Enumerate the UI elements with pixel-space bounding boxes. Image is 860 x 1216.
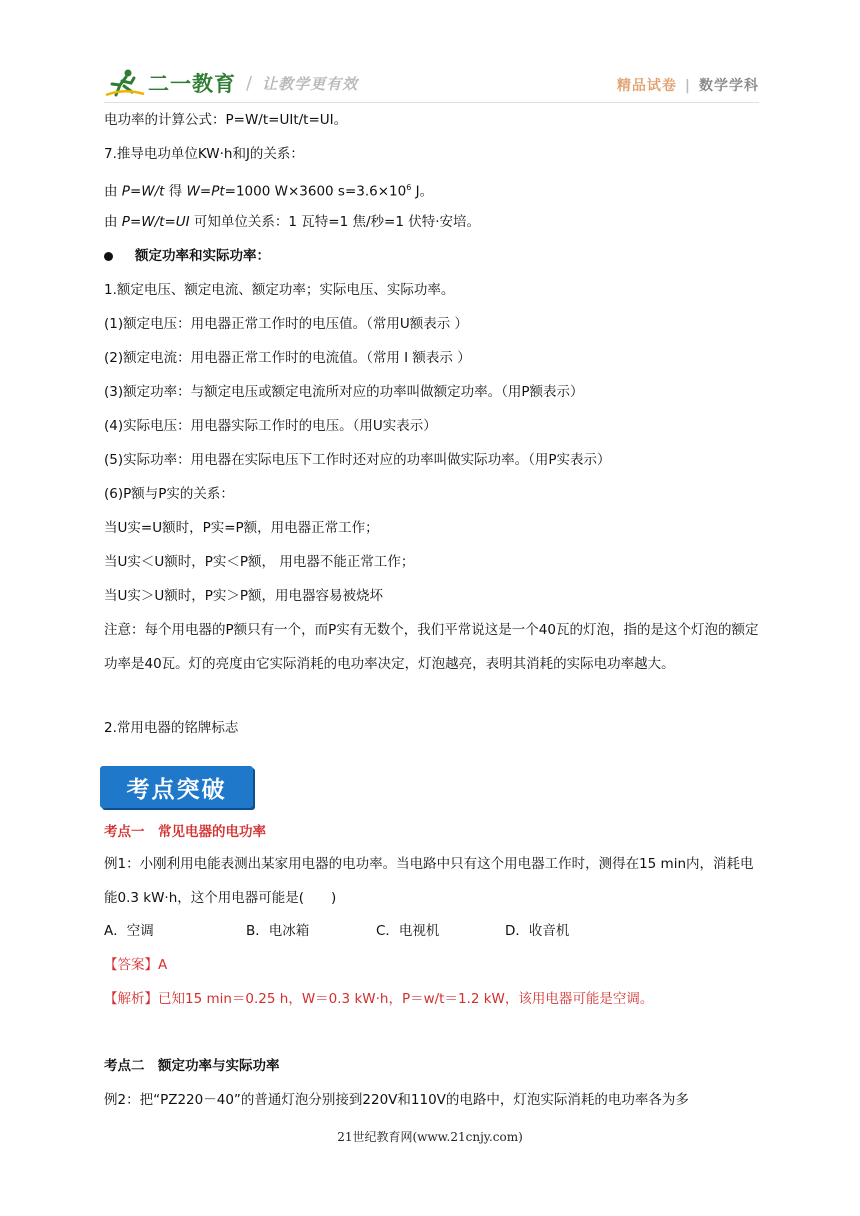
text-line: (6)P额与P实的关系： [104,486,234,502]
text-line: 当U实＞U额时，P实＞P额，用电器容易被烧坏 [104,588,384,604]
text-line: (5)实际功率：用电器在实际电压下工作时还对应的功率叫做实际功率。（用P实表示） [104,452,611,468]
topic-heading: 考点二 额定功率与实际功率 [104,1058,280,1074]
option-c: C．电视机 [376,923,440,939]
bullet-icon [104,252,113,261]
text-line: 当U实＜U额时，P实＜P额， 用电器不能正常工作； [104,554,415,570]
header-slash: / [246,72,253,94]
text-span: 由 [104,214,122,230]
header-right [617,75,759,95]
example-question: 例2：把“PZ220－40”的普通灯泡分别接到220V和110V的电路中，灯泡实际消耗的电功率各为多 [104,1092,689,1108]
option-a: A．空调 [104,923,154,939]
example-question: 例1：小刚利用电能表测出某家用电器的电功率。当电路中只有这个用电器工作时，测得在15 min内，消耗电能0.3 kW·h，这个用电器可能是( ) [104,856,754,906]
text-line: (2)额定电流：用电器正常工作时的电流值。（常用 I 额表示 ） [104,350,471,366]
runner-logo-icon [104,68,146,98]
text-span: 可知单位关系：1 瓦特=1 焦/秒=1 伏特·安培。 [189,214,481,230]
option-d: D．收音机 [505,923,570,939]
text-line [104,178,433,202]
header-divider [104,102,759,103]
header-sep: | [684,78,691,94]
header-tag-a: 精品试卷 [616,78,677,94]
text-span: =1000 W×3600 s=3.6×10 [224,183,407,200]
answer: 【答案】A [104,957,168,973]
formula: P=W/t [121,183,165,200]
text-span: J。 [411,183,434,200]
formula: P=W/t=UI [121,214,190,230]
text-line: (4)实际电压：用电器实际工作时的电压。（用U实表示） [104,418,437,434]
text-line: (1)额定电压：用电器正常工作时的电压值。（常用U额表示 ） [104,316,469,332]
section-banner: 考点突破 [100,766,253,808]
text-line: 当U实=U额时，P实=P额，用电器正常工作； [104,520,379,536]
text-line: 2.常用电器的铭牌标志 [104,720,239,736]
option-b: B．电冰箱 [246,923,310,939]
bullet-heading [104,246,270,266]
superscript: 6 [406,183,412,192]
text-line: 1.额定电压、额定电流、额定功率；实际电压、实际功率。 [104,282,455,298]
text-line: (3)额定功率：与额定电压或额定电流所对应的功率叫做额定功率。（用P额表示） [104,384,584,400]
header-tag-b: 数学学科 [699,78,759,94]
heading-text: 额定功率和实际功率： [135,248,270,264]
text-span: 得 [164,183,187,200]
page-footer: 21世纪教育网(www.21cnjy.com) [337,1130,523,1144]
text-line [104,212,480,232]
note-paragraph: 注意：每个用电器的P额只有一个，而P实有无数个，我们平常说这是一个40瓦的灯泡，指的是这个灯泡的额定功率是40瓦。灯的亮度由它实际消耗的电功率决定，灯泡越亮，表明其消耗的实际电功率越大。 [104,622,759,672]
page-header [104,62,759,102]
slogan: 让教学更有效 [262,74,359,93]
text-line: 电功率的计算公式：P=W/t=UIt/t=UI。 [104,112,348,128]
formula: W=Pt [186,183,225,200]
analysis: 【解析】已知15 min＝0.25 h，W＝0.3 kW·h，P＝w/t＝1.2 kW，该用电器可能是空调。 [104,991,654,1007]
brand-name: 二一教育 [148,71,236,96]
topic-heading: 考点一 常见电器的电功率 [104,824,266,840]
text-line: 7.推导电功单位KW·h和J的关系： [104,146,304,162]
text-span: 由 [104,183,122,200]
logo [104,68,358,98]
